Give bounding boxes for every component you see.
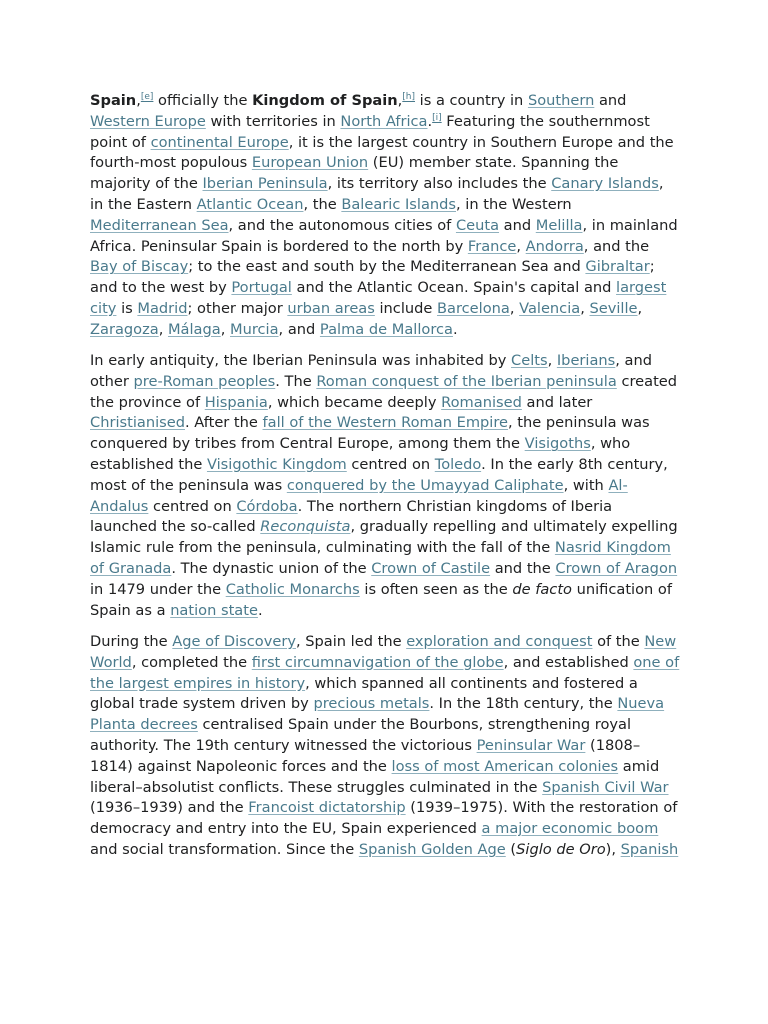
footnote-link-e[interactable]: [e] bbox=[140, 92, 154, 102]
text-run: In early antiquity, the Iberian Peninsula was inhabited by bbox=[90, 352, 512, 370]
footnote-link-i[interactable]: [i] bbox=[432, 112, 442, 123]
text-run: . After the bbox=[184, 414, 263, 432]
link-mediterranean-sea[interactable]: Mediterranean Sea bbox=[90, 216, 229, 234]
link-spanish[interactable]: Spanish bbox=[620, 840, 679, 858]
text-run: created the province of bbox=[90, 372, 678, 411]
link-pre-roman-peoples[interactable]: pre-Roman peoples bbox=[133, 372, 276, 390]
text-run: , and established bbox=[503, 653, 634, 671]
text-run: . The northern Christian kingdoms of Iberia launched the so-called bbox=[90, 497, 613, 536]
reference-note bbox=[402, 92, 415, 102]
text-run: (1939–1975). With the restoration of democracy and entry into the EU, Spain experienced bbox=[90, 799, 678, 838]
link-crown-of-castile[interactable]: Crown of Castile bbox=[371, 560, 491, 578]
text-run: centred on bbox=[148, 497, 237, 515]
text-run: , the peninsula was conquered by tribes from Central Europe, among them the bbox=[90, 414, 650, 453]
text-run: officially the bbox=[153, 92, 253, 109]
text-run: ; to the east and south by the Mediterranean Sea and bbox=[188, 258, 586, 276]
text-run: Featuring the southernmost point of bbox=[90, 112, 650, 151]
text-run: in 1479 under the bbox=[90, 580, 226, 598]
text-run: unification of Spain as a bbox=[90, 580, 672, 619]
link-canary-islands[interactable]: Canary Islands bbox=[551, 175, 659, 193]
text-run: centred on bbox=[346, 456, 435, 474]
link-balearic-islands[interactable]: Balearic Islands bbox=[341, 195, 457, 213]
link-loss-of-most-american-colonies[interactable]: loss of most American colonies bbox=[391, 757, 619, 775]
link-romanised[interactable]: Romanised bbox=[441, 393, 522, 411]
text-run: , bbox=[220, 320, 230, 338]
text-run: of the bbox=[592, 632, 645, 650]
footnote-link-h[interactable]: [h] bbox=[402, 92, 416, 102]
link-madrid[interactable]: Madrid bbox=[137, 299, 188, 317]
link-new-world[interactable]: New World bbox=[90, 632, 677, 671]
link-zaragoza[interactable]: Zaragoza bbox=[90, 320, 159, 338]
link-southern[interactable]: Southern bbox=[527, 92, 595, 109]
link-visigothic-kingdom[interactable]: Visigothic Kingdom bbox=[206, 456, 347, 474]
text-run: and bbox=[594, 92, 627, 109]
text-run: . In the early 8th century, most of the peninsula was bbox=[90, 456, 668, 494]
text-run: , Spain led the bbox=[295, 632, 407, 650]
text-run: , and other bbox=[90, 352, 653, 390]
paragraph-intro bbox=[90, 91, 680, 341]
text-run: , and the autonomous cities of bbox=[228, 216, 456, 234]
text-run: ; other major bbox=[187, 299, 288, 317]
text-run: , bbox=[397, 92, 403, 109]
link-western-europe[interactable]: Western Europe bbox=[90, 112, 206, 130]
link-roman-conquest-of-the-iberian-peninsula[interactable]: Roman conquest of the Iberian peninsula bbox=[316, 372, 617, 390]
link-a-major-economic-boom[interactable]: a major economic boom bbox=[481, 820, 659, 838]
link-reconquista[interactable]: Reconquista bbox=[260, 518, 351, 536]
text-run: , bbox=[158, 320, 168, 338]
text-run: . bbox=[427, 112, 433, 130]
link-european-union[interactable]: European Union bbox=[251, 154, 369, 172]
link-conquered-by-the-umayyad-caliphate[interactable]: conquered by the Umayyad Caliphate bbox=[286, 476, 564, 494]
link-age-of-discovery[interactable]: Age of Discovery bbox=[172, 632, 296, 650]
link-fall-of-the-western-roman-empire[interactable]: fall of the Western Roman Empire bbox=[262, 414, 509, 432]
link-iberians[interactable]: Iberians bbox=[556, 352, 616, 370]
text-run: , which spanned all continents and fostered a global trade system driven by bbox=[90, 674, 638, 713]
italic-term: de facto bbox=[512, 580, 572, 598]
link-north-africa[interactable]: North Africa bbox=[340, 112, 428, 130]
text-run: , gradually repelling and ultimately expelling Islamic rule from the peninsula, culminating with the fall of the bbox=[90, 518, 678, 557]
link-first-circumnavigation-of-the-globe[interactable]: first circumnavigation of the globe bbox=[251, 653, 504, 671]
text-run: (1808–1814) against Napoleonic forces and the bbox=[90, 736, 641, 775]
link-largest-city[interactable]: largest city bbox=[90, 279, 667, 317]
link-portugal[interactable]: Portugal bbox=[231, 279, 292, 297]
paragraph-history bbox=[90, 351, 680, 621]
bold-term: Kingdom of Spain bbox=[252, 92, 398, 109]
text-run: , bbox=[580, 299, 590, 317]
text-run: ( bbox=[505, 840, 517, 858]
reference-note bbox=[432, 113, 442, 123]
link-urban-areas[interactable]: urban areas bbox=[287, 299, 375, 317]
text-run: , completed the bbox=[131, 653, 252, 671]
paragraph-empire bbox=[90, 632, 680, 861]
link-exploration-and-conquest[interactable]: exploration and conquest bbox=[406, 632, 593, 650]
text-run: include bbox=[374, 299, 438, 317]
link-gibraltar[interactable]: Gibraltar bbox=[585, 258, 650, 276]
text-run: . The bbox=[275, 372, 317, 390]
text-run: amid liberal–absolutist conflicts. These struggles culminated in the bbox=[90, 757, 660, 796]
text-run: , in the Western bbox=[456, 195, 572, 213]
text-run: is a country in bbox=[415, 92, 528, 109]
link-toledo[interactable]: Toledo bbox=[434, 456, 482, 474]
link-spanish-civil-war[interactable]: Spanish Civil War bbox=[542, 778, 669, 796]
link-iberian-peninsula[interactable]: Iberian Peninsula bbox=[202, 175, 328, 193]
text-run: , the bbox=[303, 195, 342, 213]
text-run: is bbox=[116, 299, 138, 317]
text-run: with territories in bbox=[205, 112, 341, 130]
link-palma-de-mallorca[interactable]: Palma de Mallorca bbox=[319, 320, 453, 338]
link-nasrid-kingdom-of-granada[interactable]: Nasrid Kingdom of Granada bbox=[90, 539, 671, 578]
link-france[interactable]: France bbox=[467, 237, 517, 255]
text-run: (1936–1939) and the bbox=[90, 799, 249, 817]
text-run: (EU) member state. Spanning the majority of the bbox=[90, 154, 619, 193]
link-peninsular-war[interactable]: Peninsular War bbox=[476, 736, 586, 754]
article-body bbox=[90, 91, 680, 871]
link-ceuta[interactable]: Ceuta bbox=[455, 216, 500, 234]
text-run: , its territory also includes the bbox=[327, 175, 552, 193]
link-one-of-the-largest-empires-in-history[interactable]: one of the largest empires in history bbox=[90, 653, 680, 692]
text-run: is often seen as the bbox=[359, 580, 513, 598]
link-bay-of-biscay[interactable]: Bay of Biscay bbox=[90, 258, 189, 276]
text-run: , bbox=[637, 299, 643, 317]
link-precious-metals[interactable]: precious metals bbox=[313, 695, 430, 713]
text-run: , bbox=[509, 299, 520, 317]
text-run: , and the bbox=[583, 237, 650, 255]
text-run: and the Atlantic Ocean. Spain's capital and bbox=[291, 279, 617, 297]
link-barcelona[interactable]: Barcelona bbox=[437, 299, 510, 317]
link-nueva-planta-decrees[interactable]: Nueva Planta decrees bbox=[90, 695, 665, 734]
link-atlantic-ocean[interactable]: Atlantic Ocean bbox=[196, 195, 304, 213]
link-hispania[interactable]: Hispania bbox=[204, 393, 268, 411]
text-run: and bbox=[499, 216, 536, 234]
link-malaga[interactable]: Málaga bbox=[167, 320, 221, 338]
link-continental-europe[interactable]: continental Europe bbox=[150, 133, 289, 151]
text-run: , who established the bbox=[90, 435, 631, 474]
text-run: , in mainland Africa. Peninsular Spain is bordered to the north by bbox=[90, 216, 678, 255]
link-celts[interactable]: Celts bbox=[511, 352, 548, 370]
text-run: , it is the largest country in Southern Europe and the fourth-most populous bbox=[90, 133, 674, 172]
text-run: , bbox=[136, 92, 141, 109]
text-run: . bbox=[257, 601, 263, 619]
text-run: , bbox=[516, 237, 526, 255]
link-catholic-monarchs[interactable]: Catholic Monarchs bbox=[225, 580, 360, 598]
text-run: , bbox=[547, 352, 557, 370]
text-run: and the bbox=[490, 560, 556, 578]
text-run: During the bbox=[90, 632, 173, 650]
reference-note bbox=[141, 92, 154, 102]
link-crown-of-aragon[interactable]: Crown of Aragon bbox=[555, 560, 678, 578]
link-nation-state[interactable]: nation state bbox=[170, 601, 258, 619]
link-cordoba[interactable]: Córdoba bbox=[236, 497, 298, 515]
text-run: , with bbox=[563, 476, 609, 494]
bold-term: Spain bbox=[90, 92, 137, 109]
link-visigoths[interactable]: Visigoths bbox=[524, 435, 591, 453]
text-run: and social transformation. Since the bbox=[90, 840, 359, 858]
link-murcia[interactable]: Murcia bbox=[230, 320, 279, 338]
text-run: , which became deeply bbox=[267, 393, 442, 411]
text-run: ), bbox=[605, 840, 621, 858]
link-spanish-golden-age[interactable]: Spanish Golden Age bbox=[358, 840, 506, 858]
text-run: centralised Spain under the Bourbons, strengthening royal authority. The 19th century witnessed the victorious bbox=[90, 716, 632, 754]
italic-term: Siglo de Oro bbox=[516, 840, 606, 858]
text-run: . bbox=[452, 320, 458, 338]
link-christianised[interactable]: Christianised bbox=[90, 414, 185, 432]
link-andorra[interactable]: Andorra bbox=[525, 237, 584, 255]
link-francoist-dictatorship[interactable]: Francoist dictatorship bbox=[248, 799, 406, 817]
link-seville[interactable]: Seville bbox=[589, 299, 638, 317]
text-run: , and bbox=[278, 320, 320, 338]
text-run: ; and to the west by bbox=[90, 258, 655, 297]
text-run: and later bbox=[521, 393, 593, 411]
text-run: . In the 18th century, the bbox=[429, 695, 618, 713]
text-run: . The dynastic union of the bbox=[171, 560, 372, 578]
link-melilla[interactable]: Melilla bbox=[535, 216, 583, 234]
link-valencia[interactable]: Valencia bbox=[519, 299, 581, 317]
link-al-andalus[interactable]: Al-Andalus bbox=[90, 476, 628, 515]
text-run: , in the Eastern bbox=[90, 175, 664, 213]
